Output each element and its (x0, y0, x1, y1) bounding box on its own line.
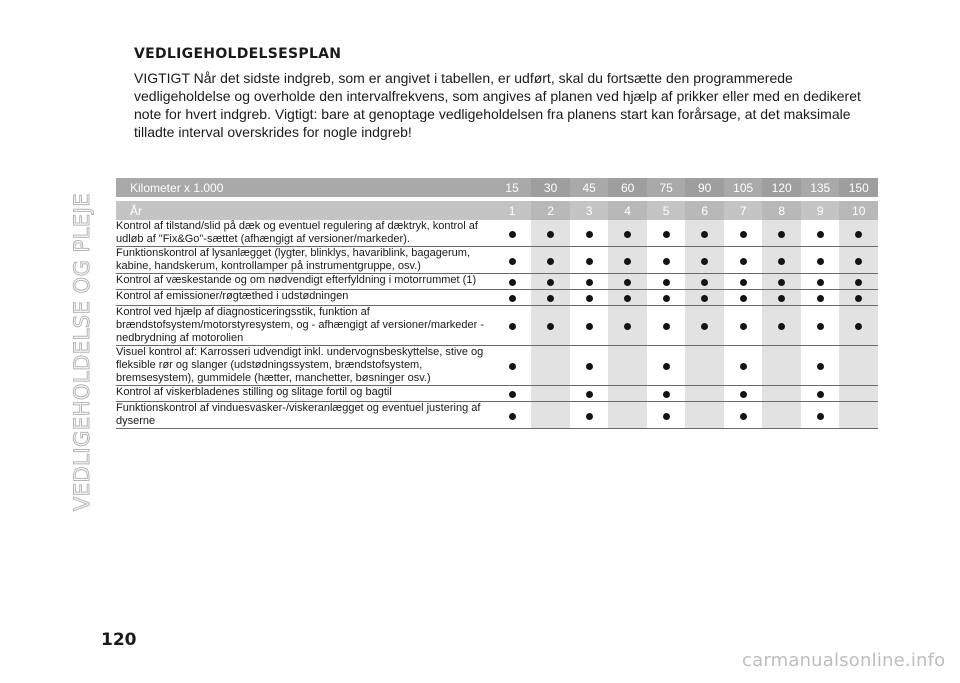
side-section-title-text: VEDLIGEHOLDELSE OG PLEJE (70, 192, 94, 512)
table-row (116, 274, 878, 290)
interval-cell (493, 402, 532, 429)
check-dot-icon (740, 391, 747, 398)
interval-cell (685, 346, 724, 386)
check-dot-icon (701, 279, 708, 286)
interval-cell (685, 402, 724, 429)
check-dot-icon (547, 295, 554, 302)
check-dot-icon (586, 363, 593, 370)
check-dot-icon (663, 413, 670, 420)
interval-cell (531, 274, 570, 290)
km-header-cell: 75 (647, 178, 686, 197)
row-description: Kontrol af viskerbladenes stilling og slitage fortil og bagtil (116, 386, 493, 402)
interval-cell (647, 220, 686, 247)
interval-cell (839, 290, 878, 306)
interval-cell (493, 220, 532, 247)
check-dot-icon (586, 258, 593, 265)
interval-cell (762, 220, 801, 247)
interval-cell (647, 290, 686, 306)
km-header-cell: 30 (531, 178, 570, 197)
interval-cell (762, 386, 801, 402)
interval-cell (647, 402, 686, 429)
interval-cell (531, 346, 570, 386)
interval-cell (762, 306, 801, 346)
interval-cell (839, 274, 878, 290)
interval-cell (724, 220, 763, 247)
watermark: carmanualsonline.info (742, 650, 946, 671)
km-header-cell: 105 (724, 178, 763, 197)
check-dot-icon (740, 413, 747, 420)
check-dot-icon (663, 258, 670, 265)
interval-cell (570, 247, 609, 274)
interval-cell (839, 386, 878, 402)
check-dot-icon (547, 258, 554, 265)
interval-cell (570, 220, 609, 247)
interval-cell (493, 247, 532, 274)
check-dot-icon (624, 279, 631, 286)
intro-paragraph: VIGTIGT Når det sidste indgreb, som er angivet i tabellen, er udført, skal du fortsætte den programmerede vedligeholdelse og overholde den intervalfrekvens, som angives af planen ved hjælp af prikker eller med en dedikeret note for hvert indgreb. Vigtigt: bare at genoptage vedligeholdelsen fra planens start kan forårsage, at det maksimale tilladte interval overskrides for nogle indgreb! (134, 70, 861, 140)
year-header-cell: 9 (801, 201, 840, 220)
check-dot-icon (855, 258, 862, 265)
year-header-cell: 10 (839, 201, 878, 220)
check-dot-icon (740, 258, 747, 265)
check-dot-icon (663, 363, 670, 370)
check-dot-icon (817, 258, 824, 265)
table-row (116, 306, 878, 346)
year-header-cell: 1 (493, 201, 532, 220)
check-dot-icon (740, 363, 747, 370)
year-header-cell: 5 (647, 201, 686, 220)
check-dot-icon (547, 323, 554, 330)
km-header-cell: 15 (493, 178, 532, 197)
check-dot-icon (740, 295, 747, 302)
check-dot-icon (547, 279, 554, 286)
km-header-cell: 45 (570, 178, 609, 197)
table-row (116, 220, 878, 247)
interval-cell (570, 290, 609, 306)
interval-cell (531, 220, 570, 247)
check-dot-icon (817, 391, 824, 398)
check-dot-icon (509, 295, 516, 302)
row-description: Kontrol af tilstand/slid på dæk og eventuel regulering af dæktryk, kontrol af udløb af "Fix&Go"-sættet (afhængigt af versioner/markeder). (116, 220, 493, 247)
check-dot-icon (624, 295, 631, 302)
year-header-cell: 7 (724, 201, 763, 220)
table-row (116, 346, 878, 386)
km-header-cell: 120 (762, 178, 801, 197)
interval-cell (724, 402, 763, 429)
check-dot-icon (586, 295, 593, 302)
year-header-cell: 6 (685, 201, 724, 220)
check-dot-icon (663, 231, 670, 238)
interval-cell (608, 274, 647, 290)
interval-cell (647, 274, 686, 290)
check-dot-icon (586, 413, 593, 420)
interval-cell (608, 306, 647, 346)
interval-cell (724, 247, 763, 274)
check-dot-icon (778, 279, 785, 286)
check-dot-icon (701, 231, 708, 238)
row-description: Visuel kontrol af: Karrosseri udvendigt inkl. undervognsbeskyttelse, stive og fleksible rør og slanger (udstødningssystem, brændstofsystem, bremsesystem), gummidele (hætter, manchetter, bøsninger osv.) (116, 346, 493, 386)
interval-cell (570, 274, 609, 290)
interval-cell (493, 346, 532, 386)
interval-cell (762, 290, 801, 306)
interval-cell (647, 306, 686, 346)
check-dot-icon (701, 295, 708, 302)
check-dot-icon (586, 323, 593, 330)
interval-cell (801, 274, 840, 290)
km-header-cell: 90 (685, 178, 724, 197)
table-row (116, 386, 878, 402)
interval-cell (608, 290, 647, 306)
interval-cell (762, 346, 801, 386)
interval-cell (801, 247, 840, 274)
interval-cell (762, 402, 801, 429)
interval-cell (570, 346, 609, 386)
check-dot-icon (817, 295, 824, 302)
interval-cell (608, 220, 647, 247)
interval-cell (493, 306, 532, 346)
table-row (116, 247, 878, 274)
section-title: VEDLIGEHOLDELSESPLAN (134, 46, 342, 62)
interval-cell (801, 386, 840, 402)
interval-cell (839, 247, 878, 274)
check-dot-icon (855, 231, 862, 238)
check-dot-icon (663, 295, 670, 302)
interval-cell (493, 290, 532, 306)
km-header-label: Kilometer x 1.000 (116, 178, 493, 197)
maintenance-table-body (116, 220, 878, 429)
interval-cell (531, 247, 570, 274)
interval-cell (685, 247, 724, 274)
check-dot-icon (855, 279, 862, 286)
year-header-cell: 2 (531, 201, 570, 220)
year-header-cell: 4 (608, 201, 647, 220)
interval-cell (531, 402, 570, 429)
interval-cell (685, 306, 724, 346)
check-dot-icon (509, 413, 516, 420)
check-dot-icon (509, 279, 516, 286)
interval-cell (608, 402, 647, 429)
row-description: Kontrol af væskestande og om nødvendigt efterfyldning i motorrummet (1) (116, 274, 493, 290)
km-header-cell: 135 (801, 178, 840, 197)
row-description: Funktionskontrol af lysanlægget (lygter, blinklys, havariblink, bagagerum, kabine, handskerum, kontrollamper på instrumentgruppe, osv.) (116, 247, 493, 274)
interval-cell (685, 386, 724, 402)
check-dot-icon (701, 258, 708, 265)
maintenance-table (116, 178, 878, 429)
interval-cell (647, 247, 686, 274)
interval-cell (839, 220, 878, 247)
year-header-cell: 3 (570, 201, 609, 220)
interval-cell (531, 386, 570, 402)
interval-cell (493, 274, 532, 290)
interval-cell (570, 306, 609, 346)
row-description: Funktionskontrol af vinduesvasker-/viskeranlægget og eventuel justering af dyserne (116, 402, 493, 429)
interval-cell (570, 402, 609, 429)
interval-cell (724, 290, 763, 306)
check-dot-icon (817, 231, 824, 238)
row-description: Kontrol ved hjælp af diagnosticeringsstik, funktion af brændstofsystem/motorstyresystem, og - afhængigt af versioner/markeder - nedbrydning af motorolien (116, 306, 493, 346)
check-dot-icon (509, 391, 516, 398)
interval-cell (608, 247, 647, 274)
check-dot-icon (740, 279, 747, 286)
row-description: Kontrol af emissioner/røgtæthed i udstødningen (116, 290, 493, 306)
check-dot-icon (586, 391, 593, 398)
interval-cell (724, 346, 763, 386)
interval-cell (531, 306, 570, 346)
check-dot-icon (509, 258, 516, 265)
interval-cell (724, 386, 763, 402)
interval-cell (839, 402, 878, 429)
km-header-cell: 60 (608, 178, 647, 197)
year-header-cell: 8 (762, 201, 801, 220)
check-dot-icon (740, 231, 747, 238)
interval-cell (762, 247, 801, 274)
interval-cell (608, 386, 647, 402)
check-dot-icon (817, 363, 824, 370)
check-dot-icon (778, 231, 785, 238)
check-dot-icon (740, 323, 747, 330)
interval-cell (647, 346, 686, 386)
check-dot-icon (817, 323, 824, 330)
interval-cell (685, 290, 724, 306)
interval-cell (608, 346, 647, 386)
interval-cell (647, 386, 686, 402)
check-dot-icon (663, 391, 670, 398)
check-dot-icon (855, 295, 862, 302)
check-dot-icon (778, 323, 785, 330)
interval-cell (839, 306, 878, 346)
check-dot-icon (817, 279, 824, 286)
check-dot-icon (624, 231, 631, 238)
interval-cell (762, 274, 801, 290)
page-number: 120 (101, 630, 137, 650)
check-dot-icon (624, 258, 631, 265)
check-dot-icon (586, 279, 593, 286)
check-dot-icon (778, 295, 785, 302)
interval-cell (493, 386, 532, 402)
interval-cell (570, 386, 609, 402)
check-dot-icon (817, 413, 824, 420)
check-dot-icon (624, 323, 631, 330)
table-row (116, 290, 878, 306)
check-dot-icon (855, 323, 862, 330)
check-dot-icon (701, 323, 708, 330)
interval-cell (839, 346, 878, 386)
interval-cell (801, 220, 840, 247)
interval-cell (685, 220, 724, 247)
interval-cell (801, 346, 840, 386)
check-dot-icon (547, 231, 554, 238)
year-header-row (116, 201, 878, 220)
check-dot-icon (586, 231, 593, 238)
interval-cell (724, 306, 763, 346)
interval-cell (685, 274, 724, 290)
table-row (116, 402, 878, 429)
check-dot-icon (778, 258, 785, 265)
check-dot-icon (509, 363, 516, 370)
interval-cell (801, 306, 840, 346)
interval-cell (724, 274, 763, 290)
year-header-label: År (116, 201, 493, 220)
km-header-row (116, 178, 878, 197)
check-dot-icon (663, 279, 670, 286)
km-header-cell: 150 (839, 178, 878, 197)
check-dot-icon (509, 323, 516, 330)
check-dot-icon (663, 323, 670, 330)
interval-cell (801, 290, 840, 306)
check-dot-icon (509, 231, 516, 238)
interval-cell (531, 290, 570, 306)
interval-cell (801, 402, 840, 429)
